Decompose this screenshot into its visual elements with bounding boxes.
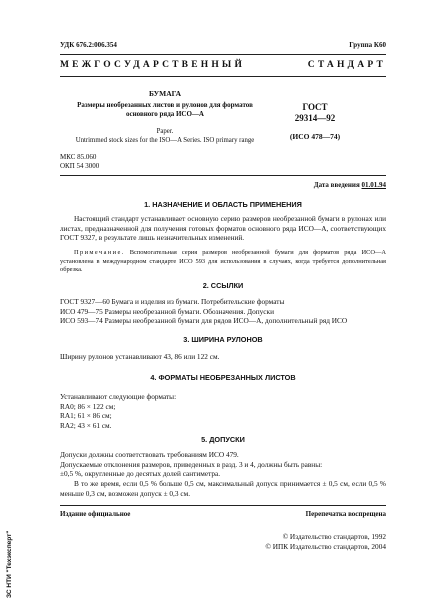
side-stamp: ЗС НТИ "Техэксперт" — [6, 530, 13, 598]
intro-date-value: 01.01.94 — [361, 181, 386, 189]
gost-designation — [280, 102, 350, 124]
section-1-paragraph: Настоящий стандарт устанавливает основную серию размеров необрезанной бумаги в рулонах или листах, предназначенной для получения готовых форматов основного ряда ИСО—А, соответствующих ГОСТ 9327, в результате лишь незначительных изменений. — [60, 214, 386, 243]
en-title — [60, 127, 270, 145]
mks-code: МКС 85.060 — [60, 153, 97, 161]
classification-codes — [60, 153, 99, 171]
formats-list — [60, 392, 386, 430]
section-3-text: Ширину рулонов устанавливают 43, 86 или 122 см. — [60, 352, 220, 361]
section-3-heading: 3. ШИРИНА РУЛОНОВ — [183, 335, 263, 344]
iso-reference: (ИСО 478—74) — [289, 132, 341, 141]
en-title-line2: Untrimmed stock sizes for the ISO—A Series. ISO primary range — [75, 137, 255, 144]
ru-title — [60, 101, 270, 119]
reference-item: ГОСТ 9327—60 Бумага и изделия из бумаги. Потребительские форматы — [60, 297, 285, 306]
ru-title-name: БУМАГА — [148, 89, 182, 98]
copyright-line: © ИПК Издательство стандартов, 2004 — [265, 541, 386, 551]
format-item: RA2; 43 × 61 см. — [60, 420, 112, 430]
ru-title-line1: Размеры необрезанных листов и рулонов для форматов — [77, 101, 253, 109]
official-edition: Издание официальное — [60, 510, 131, 518]
note-label: Примечание. — [74, 249, 125, 256]
codes-rule — [60, 175, 386, 176]
copyright-block — [226, 532, 386, 551]
section-5-paragraph: В то же время, если 0,5 % больше 0,5 см, максимальный допуск принимается ± 0,5 см, если 0,5 % меньше 0,3 см, возможен допуск ± 0,3 см. — [60, 479, 386, 498]
format-item: RA1; 61 × 86 см; — [60, 411, 112, 421]
okp-code: ОКП 54 3000 — [60, 162, 100, 170]
gost-code: ГОСТ — [302, 102, 328, 112]
top-rule — [60, 54, 386, 55]
section-5-lines — [60, 450, 386, 479]
reference-item: ИСО 593—74 Размеры необрезанной бумаги для рядов ИСО—А, дополнительный ряд ИСО — [60, 316, 348, 326]
udk-code: УДК 676.2:006.354 — [60, 41, 117, 49]
formats-intro: Устанавливают следующие форматы: — [60, 392, 177, 401]
intro-date — [260, 181, 386, 190]
tolerance-line: Допускаемые отклонения размеров, приведенных в разд. 3 и 4, должны быть равны: — [60, 459, 323, 469]
gost-number: 29314—92 — [294, 113, 336, 123]
reference-item: ИСО 479—75 Размеры необрезанной бумаги. Обозначения. Допуски — [60, 306, 274, 316]
ru-title-line2: основного ряда ИСО—А — [125, 110, 204, 118]
intro-date-label: Дата введения — [313, 181, 360, 189]
tolerance-line: ±0,5 %, округленные до десятых долей сантиметра. — [60, 469, 221, 479]
en-title-line1: Paper. — [156, 128, 174, 135]
copyright-line: © Издательство стандартов, 1992 — [282, 532, 386, 541]
standard-banner: МЕЖГОСУДАРСТВЕННЫЙ СТАНДАРТ — [60, 60, 386, 70]
section-4-heading: 4. ФОРМАТЫ НЕОБРЕЗАННЫХ ЛИСТОВ — [150, 373, 296, 382]
footer-rule — [60, 505, 386, 506]
section-2-heading: 2. ССЫЛКИ — [202, 281, 244, 290]
section-1-note — [60, 249, 386, 275]
group-code: Группа К60 — [349, 41, 386, 49]
banner-rule — [60, 76, 386, 77]
tolerance-line: Допуски должны соответствовать требованиям ИСО 479. — [60, 450, 239, 459]
format-item: RA0; 86 × 122 см; — [60, 401, 116, 411]
section-5-heading: 5. ДОПУСКИ — [201, 435, 245, 444]
references-list — [60, 297, 390, 326]
section-1-heading: 1. НАЗНАЧЕНИЕ И ОБЛАСТЬ ПРИМЕНЕНИЯ — [144, 200, 302, 209]
reprint-notice: Перепечатка воспрещена — [305, 510, 386, 518]
note-text: Вспомогательная серия размеров необрезанной бумаги для форматов ряда ИСО—А установлена в международном стандарте ИСО 593 для использования в случаях, когда требуется дополнительная обрезка. — [60, 249, 386, 274]
